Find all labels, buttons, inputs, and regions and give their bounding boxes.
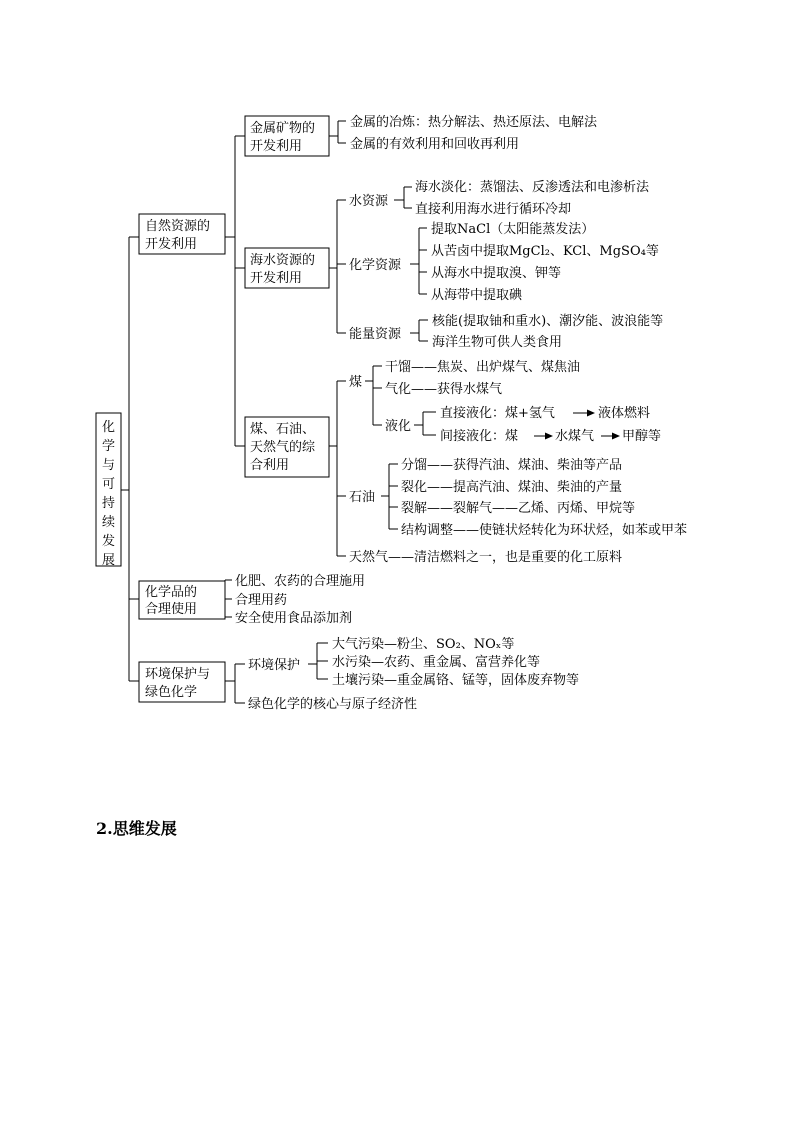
chemicals-label-line: 化学品的 [145, 585, 198, 600]
chem-item: 提取NaCl（太阳能蒸发法） [431, 222, 595, 237]
root-char: 学 [101, 439, 116, 454]
chemicals-bracket [225, 580, 232, 617]
natural-label-line: 开发利用 [145, 237, 198, 252]
environment-node [139, 662, 225, 702]
root-bracket [121, 237, 139, 681]
arrow-icon [601, 433, 620, 440]
chem-resource-label: 化学资源 [349, 258, 402, 273]
natural-resources-node [139, 214, 225, 254]
chemicals-item: 合理用药 [235, 593, 288, 608]
energy-bracket [410, 320, 428, 341]
chemicals-item: 安全使用食品添加剂 [235, 611, 353, 626]
metal-item: 金属的冶炼：热分解法、热还原法、电解法 [350, 115, 598, 130]
pollution-item: 大气污染—粉尘、SO₂、NOₓ等 [332, 637, 515, 652]
natural-gas-item: 天然气——清洁燃料之一，也是重要的化工原料 [349, 550, 623, 565]
arrow-icon [573, 410, 595, 417]
chemicals-label-line: 合理使用 [145, 602, 198, 617]
oil-item: 裂解——裂解气——乙烯、丙烯、甲烷等 [401, 501, 636, 516]
indirect-liquefaction-mid: 水煤气 [555, 429, 595, 444]
metal-node [245, 116, 329, 156]
chem-item: 从海水中提取溴、钾等 [431, 266, 562, 281]
oil-item: 裂化——提高汽油、煤油、柴油的产量 [401, 480, 623, 495]
indirect-liquefaction-result: 甲醇等 [622, 429, 662, 444]
fossil-label-line: 煤、石油、 [250, 422, 316, 437]
chem-item: 从海带中提取碘 [431, 288, 523, 303]
environment-label-line: 环境保护与 [145, 667, 211, 682]
oil-item: 结构调整——使链状烃转化为环状烃，如苯或甲苯 [401, 523, 688, 538]
fossil-node [245, 417, 329, 477]
direct-liquefaction: 直接液化：煤+氢气 [440, 406, 555, 421]
seawater-bracket [329, 200, 346, 333]
energy-resource-label: 能量资源 [349, 327, 402, 342]
natural-label-line: 自然资源的 [145, 219, 211, 234]
coal-liquefaction-label: 液化 [385, 419, 412, 434]
fossil-label-line: 合利用 [250, 458, 290, 473]
root-char: 展 [101, 553, 116, 568]
indirect-liquefaction: 间接液化：煤 [440, 429, 519, 444]
green-chemistry-item: 绿色化学的核心与原子经济性 [248, 697, 418, 712]
pollution-item: 土壤污染—重金属铬、锰等，固体废弃物等 [332, 673, 580, 688]
fossil-label-line: 天然气的综 [250, 440, 316, 455]
root-char: 可 [101, 477, 116, 492]
energy-item: 核能(提取铀和重水)、潮汐能、波浪能等 [432, 314, 664, 329]
coal-bracket [365, 366, 382, 425]
env-protect-bracket [308, 643, 328, 679]
root-char: 续 [101, 515, 116, 530]
fossil-bracket [329, 381, 346, 556]
liquefaction-bracket [414, 412, 436, 435]
oil-label: 石油 [349, 490, 376, 505]
metal-label-line: 金属矿物的 [250, 121, 316, 136]
environment-label-line: 绿色化学 [145, 685, 198, 700]
water-item: 直接利用海水进行循环冷却 [415, 202, 572, 217]
root-char: 化 [101, 420, 116, 435]
root-char: 发 [101, 534, 116, 549]
chem-bracket [410, 228, 427, 294]
water-bracket [394, 187, 412, 208]
oil-item: 分馏——获得汽油、煤油、柴油等产品 [401, 458, 623, 473]
chemicals-node [139, 581, 225, 619]
coal-gasification: 气化——获得水煤气 [385, 382, 503, 397]
root-char: 持 [101, 496, 116, 511]
env-protect-label: 环境保护 [248, 658, 301, 673]
seawater-node [245, 248, 329, 288]
natural-bracket [225, 136, 245, 446]
arrow-icon [534, 433, 553, 440]
coal-dry-distillation: 干馏——焦炭、出炉煤气、煤焦油 [385, 360, 581, 375]
energy-item: 海洋生物可供人类食用 [432, 335, 563, 350]
water-item: 海水淡化：蒸馏法、反渗透法和电渗析法 [415, 180, 650, 195]
seawater-label-line: 海水资源的 [250, 253, 316, 268]
environment-bracket [225, 664, 245, 703]
root-char: 与 [101, 458, 116, 473]
water-resource-label: 水资源 [349, 194, 389, 209]
metal-bracket [329, 121, 346, 143]
oil-bracket [381, 464, 398, 529]
metal-label-line: 开发利用 [250, 139, 303, 154]
section-heading: 2.思维发展 [96, 819, 177, 838]
chemicals-item: 化肥、农药的合理施用 [235, 574, 366, 589]
pollution-item: 水污染—农药、重金属、富营养化等 [332, 655, 541, 670]
metal-item: 金属的有效利用和回收再利用 [350, 137, 520, 152]
seawater-label-line: 开发利用 [250, 271, 303, 286]
direct-liquefaction-result: 液体燃料 [598, 406, 651, 421]
chem-item: 从苦卤中提取MgCl₂、KCl、MgSO₄等 [431, 244, 659, 259]
coal-label: 煤 [349, 375, 363, 390]
root-node [96, 413, 121, 568]
